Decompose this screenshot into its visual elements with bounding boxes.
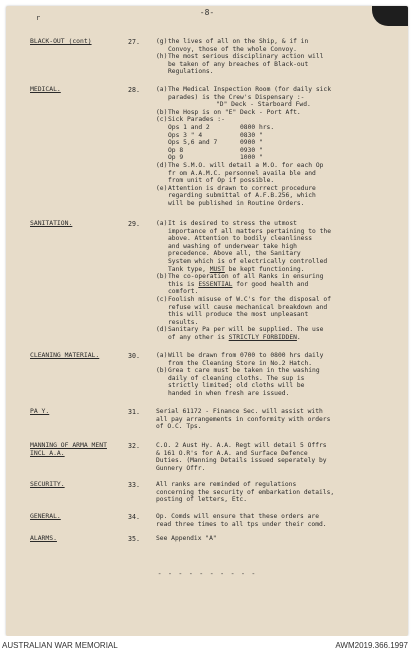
sick-parade-row: Ops 1 and 2 0800 hrs. <box>168 123 275 131</box>
para-32-body: C.O. 2 Aust Hy. A.A. Regt will detail 5 Offrs & 161 O.R's for A.A. and Surface Defence Duties. (Manning Details issued seperately by Gunnery Offr. <box>156 442 327 472</box>
heading-general: GENERAL. <box>30 512 61 520</box>
sick-parade-table <box>168 124 378 162</box>
para-number-27: 27. <box>128 38 140 46</box>
para-35-body: See Appendix "A" <box>156 535 217 542</box>
para-27-g: (g) the lives of all on the Ship, & if in Convoy, those of the whole Convoy. <box>156 38 309 53</box>
sick-parade-row: Op 9 1000 " <box>168 154 263 162</box>
para-number-35: 35. <box>128 535 140 543</box>
para-number-34: 34. <box>128 513 140 521</box>
para-number-31: 31. <box>128 408 140 416</box>
para-31-body: Serial 61172 - Finance Sec. will assist with all pay arrangements in conformity with orders of O.C. Tps. <box>156 408 331 431</box>
para-33-body: All ranks are reminded of regulations concerning the security of embarkation details, posting of letters, Etc. <box>156 481 335 504</box>
para-29-c: (c) Foolish misuse of W.C's for the disposal of refuse will cause mechanical breakdown and this will produce the most unpleasant results. <box>156 295 332 326</box>
document-page <box>6 6 408 636</box>
para-28-e: (e) Attention is drawn to correct procedure regarding submittal of A.F.B.256, which will be published in Routine Orders. <box>156 184 316 207</box>
para-29-body <box>156 220 378 342</box>
sick-parade-row: Ops 3 " 4 0830 " <box>168 131 263 139</box>
para-28-d: (d) The S.M.O. will detail a M.O. for each Op fr om A.A.M.C. personnel availa ble and from unit of Op if possible. <box>156 161 324 185</box>
footer-institution: AUSTRALIAN WAR MEMORIAL <box>2 641 118 650</box>
para-28-body <box>156 86 378 208</box>
para-number-29: 29. <box>128 220 140 228</box>
heading-sanitation: SANITATION. <box>30 219 73 227</box>
para-30-b: (b) Grea t care must be taken in the washing daily of cleaning cloths. The sup is strictly limited; old cloths will be handed in when fresh are issued. <box>156 367 320 397</box>
para-27-body <box>156 38 378 76</box>
page-number: -8- <box>199 8 215 17</box>
para-29-d: (d) Sanitary Pa per will be supplied. The use of any other is STRICTLY FORBIDDEN. <box>156 326 324 341</box>
para-30-a: (a) Will be drawn from 0700 to 0800 hrs daily from the Cleaning Store in No.2 Hatch. <box>156 352 324 367</box>
heading-security: SECURITY. <box>30 480 65 488</box>
sick-parade-row: Op 8 0930 " <box>168 146 263 154</box>
heading-manning-armament: MANNING OF ARMA MENT INCL A.A. <box>30 441 107 457</box>
para-28-b: (b) The Hosp is on "E" Deck - Port Aft. <box>156 108 301 116</box>
sick-parade-row: Ops 5,6 and 7 0900 " <box>168 139 263 147</box>
heading-blackout: BLACK-OUT (cont) <box>30 37 92 45</box>
para-28-c: (c) Sick Parades :- <box>156 116 225 124</box>
para-number-33: 33. <box>128 481 140 489</box>
para-34-body: Op. Comds will ensure that these orders are read three times to all tps under their comd. <box>156 513 327 528</box>
para-30-body <box>156 352 378 398</box>
para-number-32: 32. <box>128 442 140 450</box>
end-of-page-mark: - - - - - - - - - - <box>157 570 257 578</box>
corner-mark: r <box>36 14 41 22</box>
para-number-28: 28. <box>128 86 140 94</box>
heading-alarms: ALARMS. <box>30 534 57 542</box>
heading-medical: MEDICAL. <box>30 85 61 93</box>
para-27-h: (h) The most serious disciplinary action will be taken of any breaches of Black-out Regulations. <box>156 53 324 76</box>
para-29-a: (a) It is desired to stress the utmost importance of all matters pertaining to the above. Attention to bodily cleanliness and washing of underwear take high precedence. Above all, the Sanitary System which is of electrically controlled Tank type, MUST be kept functioning. <box>156 220 332 273</box>
para-28-a: (a) The Medical Inspection Room (for daily sick parades) is the Crew's Dispensary :- "D" Deck - Starboard Fwd. <box>156 86 332 109</box>
archive-footer <box>0 636 412 653</box>
para-number-30: 30. <box>128 352 140 360</box>
heading-pay: PA Y. <box>30 407 50 415</box>
para-29-b: (b) The co-operation of all Ranks in ensuring this is ESSENTIAL for good health and comfort. <box>156 273 324 296</box>
footer-accession-number: AWM2019.366.1997 <box>335 641 408 650</box>
heading-cleaning-material: CLEANING MATERIAL. <box>30 351 100 359</box>
